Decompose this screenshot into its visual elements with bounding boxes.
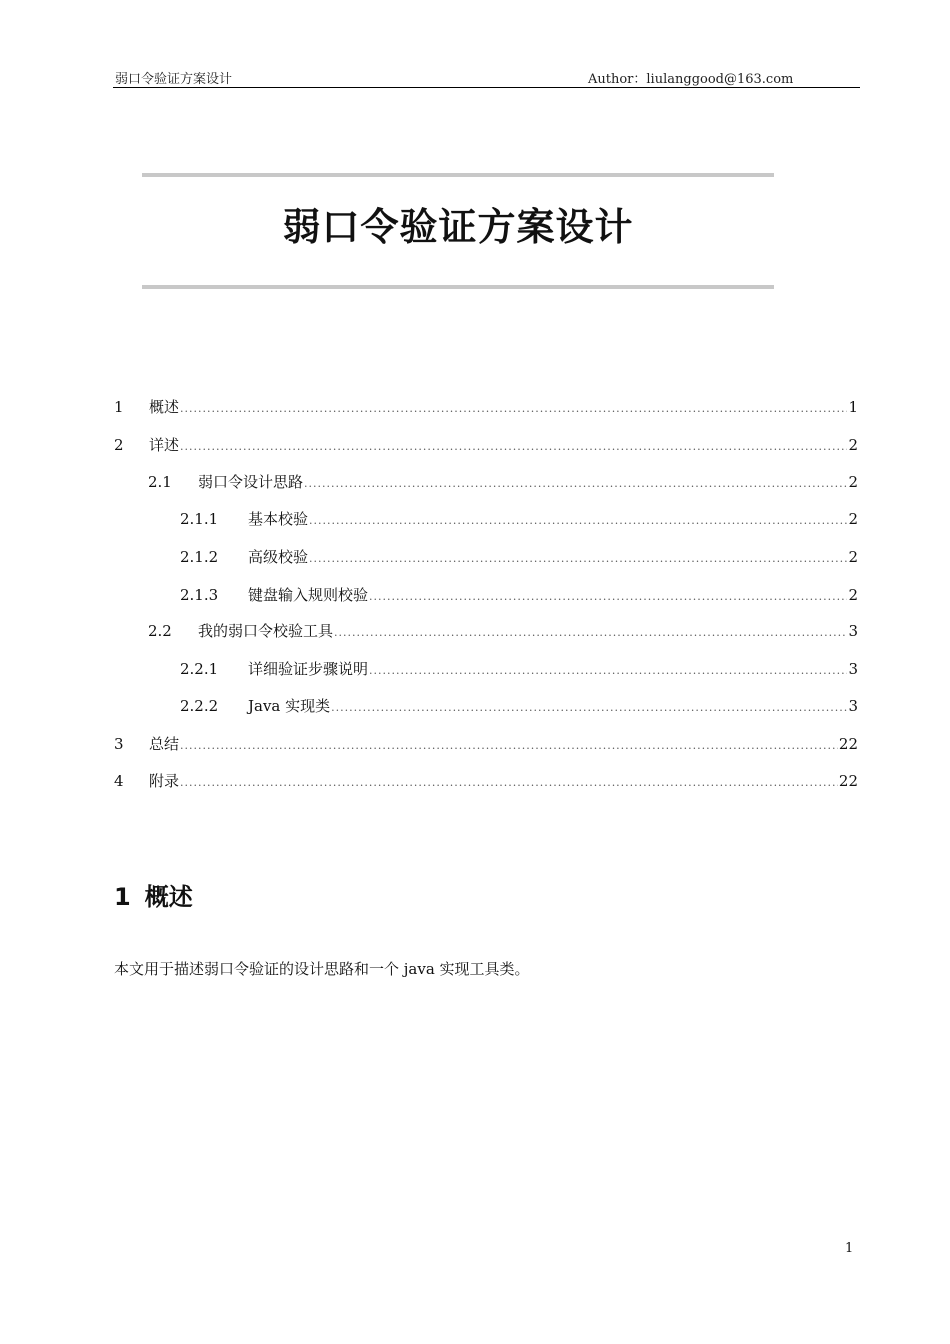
toc-entry-java-class[interactable] bbox=[180, 695, 858, 717]
toc-leader bbox=[334, 626, 847, 639]
body-paragraph: 本文用于描述弱口令验证的设计思路和一个 java 实现工具类。 bbox=[114, 960, 530, 978]
toc-entry-advanced-check[interactable] bbox=[180, 546, 858, 568]
toc-entry-design-ideas[interactable] bbox=[148, 471, 858, 493]
toc-label: 总结 bbox=[149, 735, 180, 753]
title-rule-top bbox=[142, 173, 774, 177]
toc-entry-appendix[interactable] bbox=[114, 770, 858, 792]
toc-page-number: 22 bbox=[838, 772, 858, 790]
toc-page-number: 2 bbox=[848, 510, 858, 528]
toc-number: 1 bbox=[114, 398, 124, 416]
toc-label: 详细验证步骤说明 bbox=[248, 660, 369, 678]
toc-entry-details[interactable] bbox=[114, 434, 858, 456]
toc-page-number: 3 bbox=[848, 622, 858, 640]
toc-page-number: 2 bbox=[848, 473, 858, 491]
toc-number: 4 bbox=[114, 772, 124, 790]
toc-number: 2.1.3 bbox=[180, 586, 219, 604]
toc-leader bbox=[180, 739, 838, 752]
page-header bbox=[113, 67, 860, 88]
toc-leader bbox=[309, 514, 847, 527]
toc-number: 2.1.1 bbox=[180, 510, 219, 528]
toc-label: 详述 bbox=[149, 436, 180, 454]
section-title: 概述 bbox=[144, 883, 193, 911]
toc-leader bbox=[369, 590, 847, 603]
toc-label: 概述 bbox=[149, 398, 180, 416]
toc-number: 2 bbox=[114, 436, 124, 454]
toc-label: 高级校验 bbox=[248, 548, 309, 566]
toc-label: 弱口令设计思路 bbox=[198, 473, 304, 491]
toc-label: 附录 bbox=[149, 772, 180, 790]
toc-number: 2.1.2 bbox=[180, 548, 219, 566]
toc-number: 2.2 bbox=[148, 622, 172, 640]
toc-entry-overview[interactable] bbox=[114, 396, 858, 418]
toc-label: Java 实现类 bbox=[248, 697, 331, 715]
document-title: 弱口令验证方案设计 bbox=[282, 204, 634, 249]
toc-page-number: 2 bbox=[848, 436, 858, 454]
toc-entry-summary[interactable] bbox=[114, 733, 858, 755]
page-number: 1 bbox=[845, 1241, 854, 1256]
section-heading bbox=[114, 877, 193, 912]
toc-leader bbox=[180, 402, 847, 415]
toc-leader bbox=[180, 776, 838, 789]
toc-label: 基本校验 bbox=[248, 510, 309, 528]
toc-entry-keyboard-check[interactable] bbox=[180, 584, 858, 606]
toc-leader bbox=[369, 664, 847, 677]
header-author: Author：liulanggood@163.com bbox=[588, 72, 794, 87]
toc-leader bbox=[180, 440, 847, 453]
toc-number: 3 bbox=[114, 735, 124, 753]
header-title: 弱口令验证方案设计 bbox=[115, 72, 233, 87]
toc-page-number: 2 bbox=[848, 586, 858, 604]
toc-page-number: 1 bbox=[848, 398, 858, 416]
toc-number: 2.1 bbox=[148, 473, 172, 491]
toc-entry-my-tool[interactable] bbox=[148, 620, 858, 642]
toc-page-number: 22 bbox=[838, 735, 858, 753]
toc-label: 键盘输入规则校验 bbox=[248, 586, 369, 604]
toc-leader bbox=[304, 477, 847, 490]
toc-page-number: 2 bbox=[848, 548, 858, 566]
toc-number: 2.2.1 bbox=[180, 660, 219, 678]
toc-entry-steps[interactable] bbox=[180, 658, 858, 680]
toc-number: 2.2.2 bbox=[180, 697, 219, 715]
title-rule-bottom bbox=[142, 285, 774, 289]
toc-page-number: 3 bbox=[848, 697, 858, 715]
toc-leader bbox=[309, 552, 847, 565]
toc-page-number: 3 bbox=[848, 660, 858, 678]
toc-label: 我的弱口令校验工具 bbox=[198, 622, 334, 640]
toc-entry-basic-check[interactable] bbox=[180, 508, 858, 530]
toc-leader bbox=[331, 701, 847, 714]
section-number: 1 bbox=[114, 883, 131, 911]
